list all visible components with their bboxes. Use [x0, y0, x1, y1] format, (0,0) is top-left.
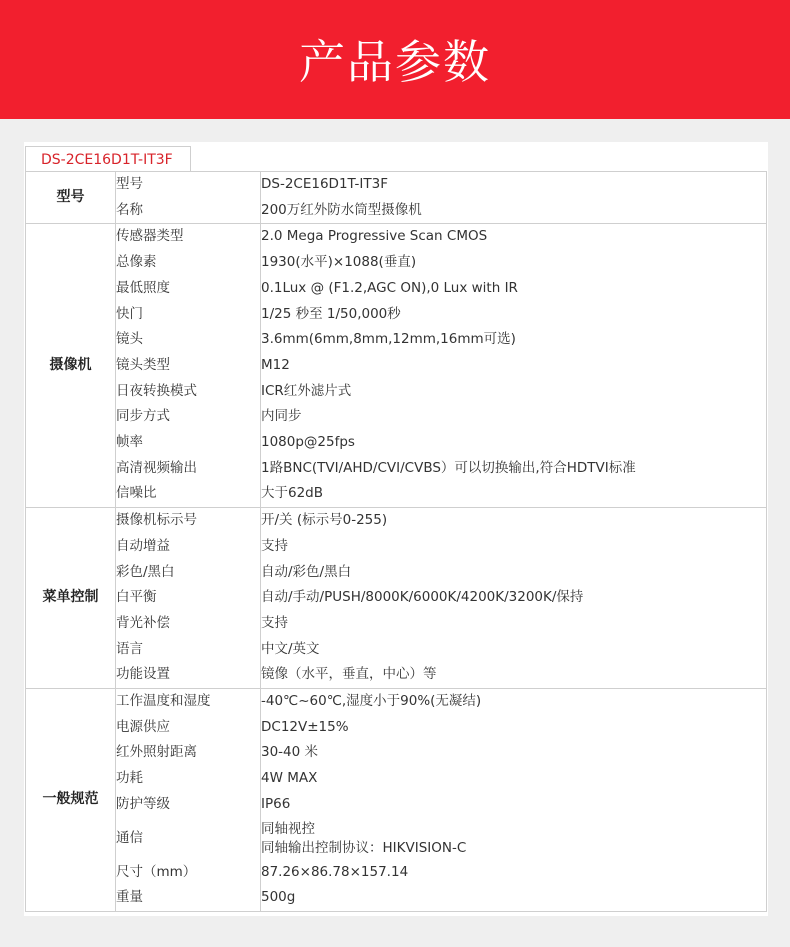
spec-value-line: 1080p@25fps [261, 434, 355, 451]
spec-value-line: 0.1Lux @ (F1.2,AGC ON),0 Lux with IR [261, 279, 518, 296]
spec-value-line: 支持 [261, 614, 288, 631]
spec-value-line: 自动/手动/PUSH/8000K/6000K/4200K/3200K/保持 [261, 589, 584, 606]
spec-label: 尺寸（mm） [116, 860, 261, 886]
spec-value-line: 4W MAX [261, 770, 318, 787]
spec-value-line: 1/25 秒至 1/50,000秒 [261, 305, 401, 322]
spec-value [261, 172, 767, 198]
spec-value [261, 662, 767, 688]
spec-row [26, 224, 767, 250]
spec-value-line: M12 [261, 356, 290, 373]
spec-label: 名称 [116, 198, 261, 224]
spec-value-line: 中文/英文 [261, 640, 320, 657]
group-name: 型号 [26, 172, 116, 224]
spec-value-line: 同轴视控 [261, 820, 315, 837]
spec-row [26, 430, 767, 456]
spec-label: 摄像机标示号 [116, 508, 261, 534]
spec-value [261, 430, 767, 456]
spec-label: 功耗 [116, 766, 261, 792]
spec-value [261, 860, 767, 886]
spec-value [261, 637, 767, 663]
spec-label: 背光补偿 [116, 611, 261, 637]
spec-row [26, 715, 767, 741]
spec-value-line: 3.6mm(6mm,8mm,12mm,16mm可选) [261, 331, 516, 348]
group-name: 菜单控制 [26, 508, 116, 689]
spec-row [26, 534, 767, 560]
spec-value [261, 534, 767, 560]
spec-row [26, 276, 767, 302]
spec-value-line: 同轴输出控制协议：HIKVISION-C [261, 839, 467, 856]
spec-label: 高清视频输出 [116, 456, 261, 482]
spec-label: 同步方式 [116, 404, 261, 430]
spec-value-line: DC12V±15% [261, 718, 349, 735]
spec-value-line: 500g [261, 889, 296, 906]
spec-label: 最低照度 [116, 276, 261, 302]
spec-row [26, 353, 767, 379]
spec-row [26, 585, 767, 611]
spec-row [26, 818, 767, 860]
spec-row [26, 302, 767, 328]
spec-table-body [26, 172, 767, 912]
spec-label: 白平衡 [116, 585, 261, 611]
spec-value-line: 开/关 (标示号0-255) [261, 512, 388, 529]
spec-value-line: 2.0 Mega Progressive Scan CMOS [261, 228, 488, 245]
spec-value-line: DS-2CE16D1T-IT3F [261, 176, 389, 192]
spec-label: 重量 [116, 885, 261, 911]
spec-value [261, 353, 767, 379]
spec-value [261, 689, 767, 715]
spec-label: 日夜转换模式 [116, 379, 261, 405]
spec-label: 镜头类型 [116, 353, 261, 379]
spec-row [26, 508, 767, 534]
spec-row [26, 689, 767, 715]
spec-table [25, 171, 767, 912]
spec-label: 通信 [116, 818, 261, 860]
spec-row [26, 662, 767, 688]
spec-row [26, 637, 767, 663]
spec-row [26, 560, 767, 586]
spec-value [261, 481, 767, 507]
spec-label: 电源供应 [116, 715, 261, 741]
spec-row [26, 792, 767, 818]
spec-label: 红外照射距离 [116, 740, 261, 766]
spec-value [261, 404, 767, 430]
spec-row [26, 766, 767, 792]
spec-card [24, 142, 768, 916]
spec-value [261, 885, 767, 911]
page-title: 产品参数 [299, 34, 491, 89]
spec-label: 快门 [116, 302, 261, 328]
spec-row [26, 611, 767, 637]
spec-label: 功能设置 [116, 662, 261, 688]
spec-value [261, 611, 767, 637]
spec-value-line: 1路BNC(TVI/AHD/CVI/CVBS）可以切换输出,符合HDTVI标准 [261, 459, 636, 476]
spec-label: 工作温度和湿度 [116, 689, 261, 715]
spec-value [261, 740, 767, 766]
spec-value [261, 302, 767, 328]
spec-row [26, 885, 767, 911]
spec-row [26, 456, 767, 482]
spec-value-line: 30-40 米 [261, 744, 319, 761]
group-name: 一般规范 [26, 689, 116, 912]
spec-label: 帧率 [116, 430, 261, 456]
spec-value [261, 456, 767, 482]
spec-row [26, 327, 767, 353]
spec-value [261, 276, 767, 302]
spec-row [26, 250, 767, 276]
spec-label: 信噪比 [116, 481, 261, 507]
spec-value-line: IP66 [261, 795, 291, 812]
spec-value [261, 560, 767, 586]
spec-value-line: -40℃~60℃,湿度小于90%(无凝结) [261, 693, 482, 710]
spec-label: 彩色/黑白 [116, 560, 261, 586]
spec-value-line: 1930(水平)×1088(垂直) [261, 254, 417, 271]
spec-row [26, 740, 767, 766]
spec-value-line: 支持 [261, 537, 288, 554]
header-banner [0, 0, 790, 119]
spec-value [261, 224, 767, 250]
spec-value [261, 250, 767, 276]
spec-label: 语言 [116, 637, 261, 663]
spec-row [26, 404, 767, 430]
spec-value [261, 715, 767, 741]
spec-value [261, 766, 767, 792]
spec-value-line: ICR红外滤片式 [261, 382, 352, 399]
spec-value-line: 自动/彩色/黑白 [261, 563, 352, 580]
spec-value [261, 585, 767, 611]
spec-value-line: 87.26×86.78×157.14 [261, 863, 409, 880]
spec-label: 传感器类型 [116, 224, 261, 250]
spec-value-line: 大于62dB [261, 485, 324, 502]
spec-label: 自动增益 [116, 534, 261, 560]
spec-value-line: 200万红外防水筒型摄像机 [261, 201, 422, 218]
spec-label: 总像素 [116, 250, 261, 276]
model-tab[interactable]: DS-2CE16D1T-IT3F [25, 146, 191, 172]
spec-value [261, 818, 767, 860]
spec-row [26, 481, 767, 507]
spec-value [261, 198, 767, 224]
spec-label: 型号 [116, 172, 261, 198]
spec-row [26, 172, 767, 198]
spec-value [261, 327, 767, 353]
spec-row [26, 198, 767, 224]
spec-value-line: 镜像（水平，垂直，中心）等 [261, 666, 437, 683]
spec-value [261, 508, 767, 534]
spec-label: 镜头 [116, 327, 261, 353]
spec-value-line: 内同步 [261, 408, 302, 425]
group-name: 摄像机 [26, 224, 116, 508]
spec-label: 防护等级 [116, 792, 261, 818]
spec-row [26, 860, 767, 886]
spec-value [261, 792, 767, 818]
spec-row [26, 379, 767, 405]
spec-value [261, 379, 767, 405]
